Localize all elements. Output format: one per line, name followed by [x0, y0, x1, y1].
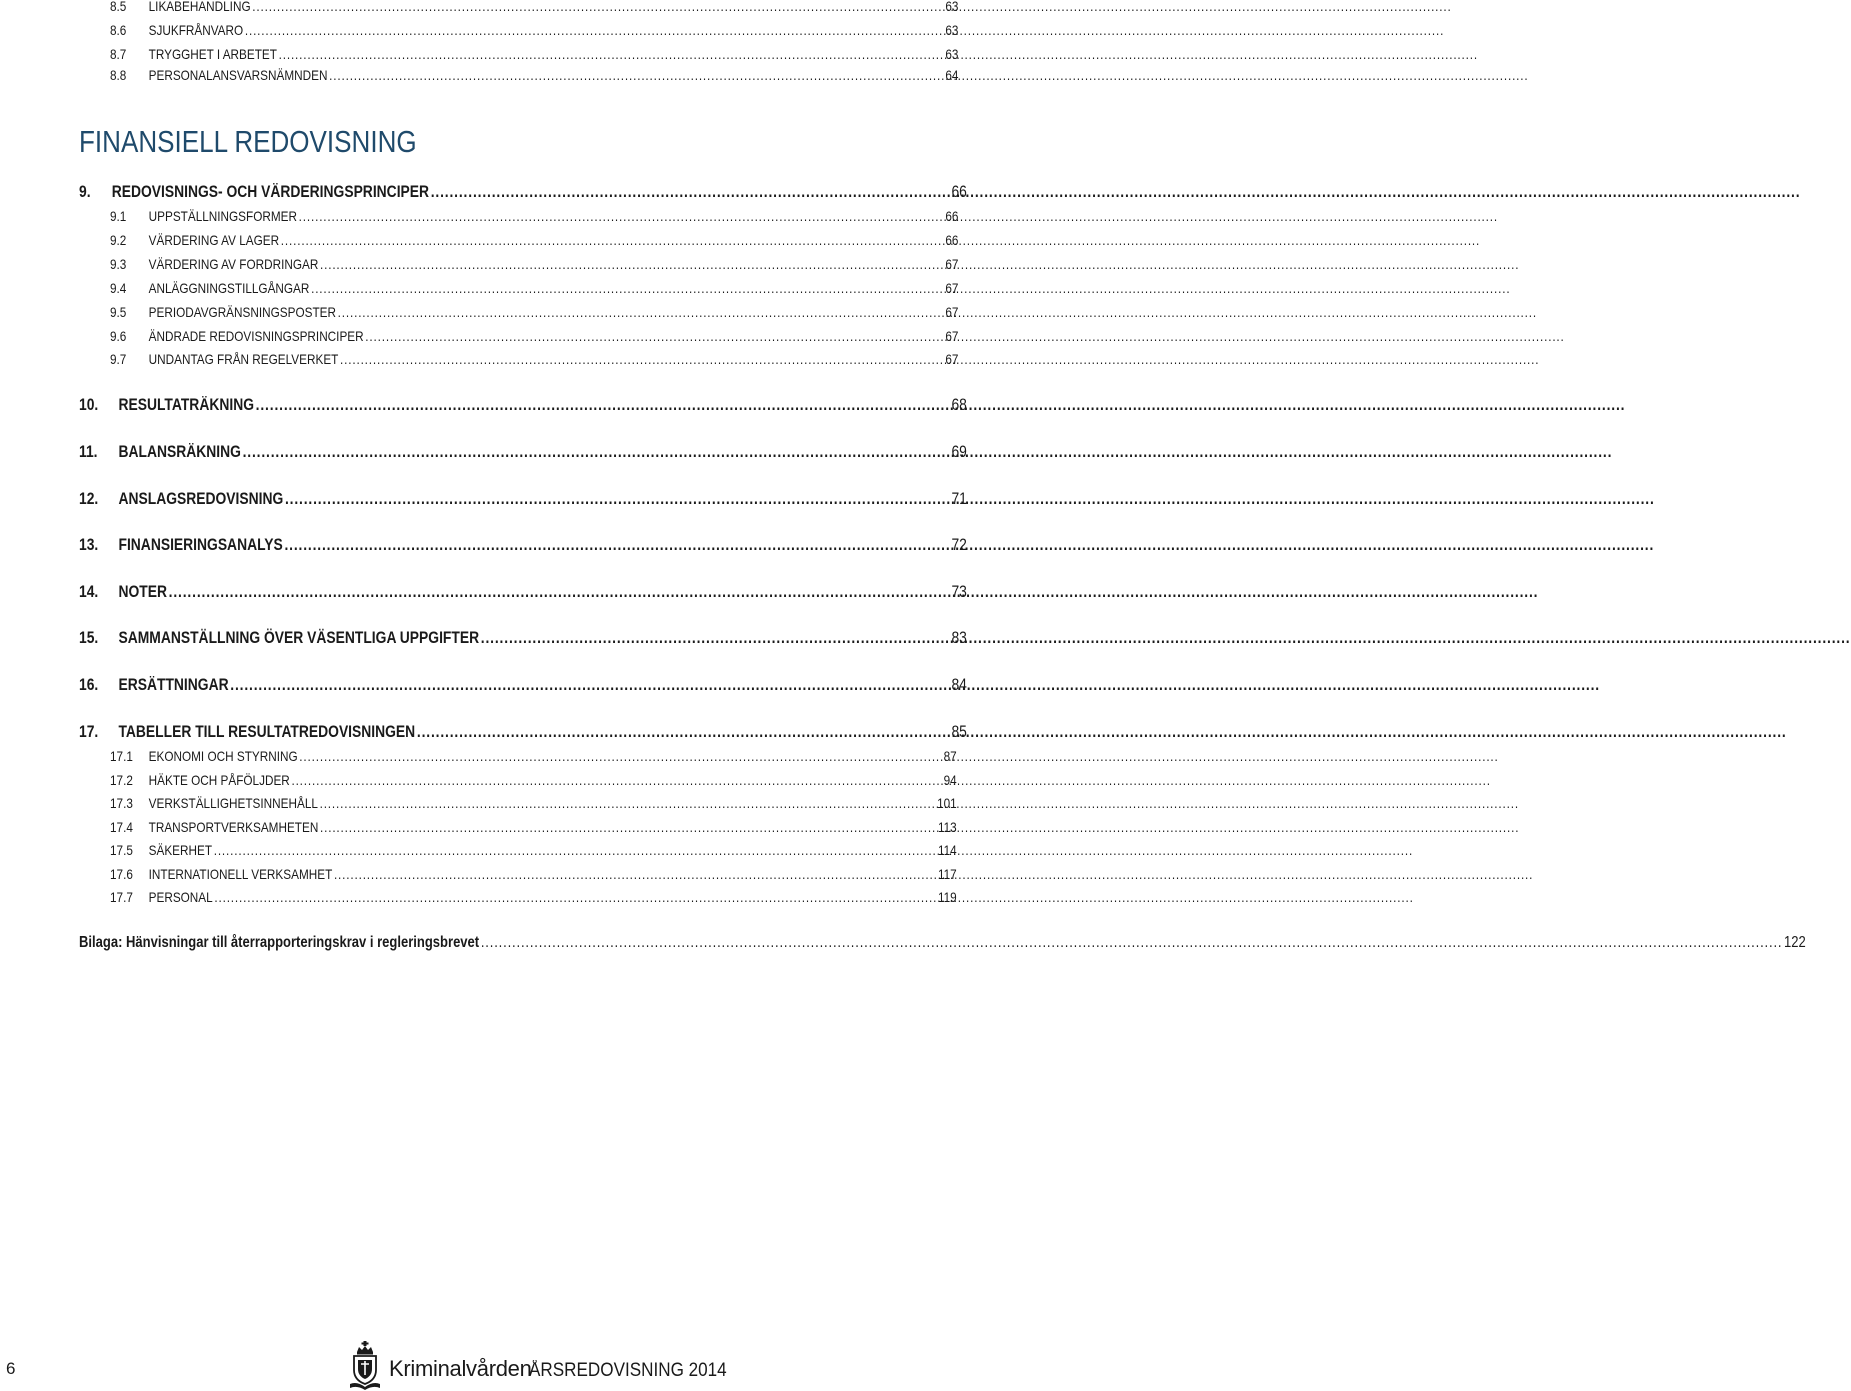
dot-leader: [243, 441, 950, 463]
chapter-page: 84: [951, 676, 967, 694]
chapter-number: 11.: [79, 443, 98, 461]
chapter-number: 17.: [79, 723, 99, 741]
entry-number: 9.7: [110, 351, 127, 367]
dot-leader: [299, 207, 944, 225]
entry-label: TRANSPORTVERKSAMHETEN: [148, 819, 319, 835]
entry-page: 94: [943, 772, 957, 788]
toc-entry[interactable]: [110, 888, 957, 906]
chapter-page: 73: [951, 583, 967, 601]
dot-leader: [311, 279, 944, 297]
toc-entry[interactable]: [110, 865, 957, 883]
dot-leader: [299, 747, 942, 765]
entry-page: 67: [945, 280, 959, 296]
entry-label: PERIODAVGRÄNSNINGSPOSTER: [148, 304, 336, 320]
chapter-page: 69: [951, 443, 967, 461]
entry-number: 9.3: [110, 256, 127, 272]
toc-chapter[interactable]: [79, 627, 967, 649]
dot-leader: [338, 303, 944, 321]
dot-leader: [281, 231, 944, 249]
dot-leader: [291, 771, 941, 789]
entry-page: 66: [945, 232, 959, 248]
entry-page: 119: [937, 889, 957, 905]
entry-label: UNDANTAG FRÅN REGELVERKET: [148, 351, 339, 367]
entry-number: 17.7: [110, 889, 133, 905]
entry-label: LIKABEHANDLING: [148, 0, 251, 14]
entry-page: 63: [945, 22, 959, 38]
chapter-number: 15.: [79, 629, 99, 647]
chapter-page: 83: [951, 629, 967, 647]
dot-leader: [279, 45, 944, 63]
dot-leader: [252, 0, 943, 15]
dot-leader: [431, 181, 950, 203]
entry-number: 17.2: [110, 772, 133, 788]
toc-entry[interactable]: [110, 771, 957, 789]
dot-leader: [169, 581, 950, 603]
chapter-page: 85: [951, 723, 967, 741]
appendix-page: 122: [1784, 934, 1806, 951]
toc-chapter[interactable]: [79, 674, 967, 696]
entry-number: 17.4: [110, 819, 133, 835]
entry-label: ANLÄGGNINGSTILLGÅNGAR: [148, 280, 310, 296]
entry-number: 9.4: [110, 280, 127, 296]
chapter-label: RESULTATRÄKNING: [118, 396, 254, 414]
entry-page: 113: [937, 819, 957, 835]
toc-chapter[interactable]: [79, 721, 967, 743]
toc-entry[interactable]: [110, 841, 957, 859]
dot-leader: [365, 327, 943, 345]
dot-leader: [320, 794, 936, 812]
dot-leader: [329, 66, 943, 84]
entry-number: 8.5: [110, 0, 127, 14]
dot-leader: [285, 488, 950, 510]
toc-entry[interactable]: [110, 0, 958, 15]
chapter-page: 66: [951, 183, 967, 201]
entry-page: 101: [937, 795, 957, 811]
entry-page: 67: [945, 328, 959, 344]
appendix-label: Bilaga: Hänvisningar till återrapporteringskrav i regleringsbrevet: [79, 934, 480, 951]
entry-label: ÄNDRADE REDOVISNINGSPRINCIPER: [148, 328, 364, 344]
toc-entry[interactable]: [110, 794, 957, 812]
toc-chapter[interactable]: [79, 488, 967, 510]
chapter-label: SAMMANSTÄLLNING ÖVER VÄSENTLIGA UPPGIFTER: [118, 629, 480, 647]
dot-leader: [230, 674, 949, 696]
entry-label: HÄKTE OCH PÅFÖLJDER: [148, 772, 290, 788]
chapter-label: ERSÄTTNINGAR: [118, 676, 229, 694]
toc-entry[interactable]: [110, 231, 958, 249]
entry-label: VÄRDERING AV FORDRINGAR: [148, 256, 319, 272]
entry-label: SJUKFRÅNVARO: [148, 22, 244, 38]
chapter-label: TABELLER TILL RESULTATREDOVISNINGEN: [118, 723, 416, 741]
toc-entry[interactable]: [110, 207, 958, 225]
dot-leader: [481, 932, 1783, 954]
entry-label: VERKSTÄLLIGHETSINNEHÅLL: [148, 795, 318, 811]
entry-label: EKONOMI OCH STYRNING: [148, 748, 298, 764]
dot-leader: [481, 627, 950, 649]
entry-page: 87: [943, 748, 957, 764]
chapter-label: REDOVISNINGS- OCH VÄRDERINGSPRINCIPER: [111, 183, 430, 201]
entry-number: 9.2: [110, 232, 127, 248]
entry-number: 9.6: [110, 328, 127, 344]
toc-chapter[interactable]: [79, 394, 967, 416]
chapter-number: 16.: [79, 676, 99, 694]
entry-label: SÄKERHET: [148, 842, 213, 858]
entry-number: 17.1: [110, 748, 133, 764]
entry-page: 63: [945, 0, 959, 14]
toc-entry[interactable]: [110, 279, 958, 297]
chapter-page: 72: [951, 536, 967, 554]
entry-label: PERSONALANSVARSNÄMNDEN: [148, 67, 328, 83]
toc-chapter[interactable]: [79, 181, 967, 203]
entry-page: 66: [945, 208, 959, 224]
entry-number: 8.6: [110, 22, 127, 38]
toc-entry[interactable]: [110, 21, 958, 39]
dot-leader: [284, 534, 949, 556]
dot-leader: [256, 394, 950, 416]
toc-entry[interactable]: [110, 303, 958, 321]
toc-chapter[interactable]: [79, 581, 967, 603]
section-title: FINANSIELL REDOVISNING: [79, 124, 417, 159]
toc-entry[interactable]: [110, 327, 958, 345]
entry-page: 67: [945, 304, 959, 320]
chapter-number: 10.: [79, 396, 99, 414]
entry-number: 8.7: [110, 46, 127, 62]
entry-label: UPPSTÄLLNINGSFORMER: [148, 208, 297, 224]
chapter-label: BALANSRÄKNING: [118, 443, 241, 461]
toc-appendix[interactable]: [79, 932, 1806, 954]
chapter-label: FINANSIERINGSANALYS: [118, 536, 283, 554]
dot-leader: [417, 721, 950, 743]
entry-page: 64: [945, 67, 959, 83]
entry-page: 67: [945, 256, 959, 272]
entry-label: PERSONAL: [148, 889, 213, 905]
chapter-number: 12.: [79, 490, 99, 508]
entry-page: 67: [945, 351, 959, 367]
chapter-page: 71: [951, 490, 967, 508]
toc-chapter[interactable]: [79, 441, 967, 463]
toc-chapter[interactable]: [79, 534, 967, 556]
entry-label: VÄRDERING AV LAGER: [148, 232, 280, 248]
entry-label: TRYGGHET I ARBETET: [148, 46, 277, 62]
entry-page: 114: [937, 842, 957, 858]
entry-label: INTERNATIONELL VERKSAMHET: [148, 866, 333, 882]
entry-page: 117: [937, 866, 957, 882]
entry-number: 9.5: [110, 304, 127, 320]
toc-entry[interactable]: [110, 45, 958, 63]
dot-leader: [320, 818, 936, 836]
entry-page: 63: [945, 46, 959, 62]
toc-entry[interactable]: [110, 255, 958, 273]
toc-entry[interactable]: [110, 350, 958, 368]
entry-number: 17.5: [110, 842, 133, 858]
page-number: 6: [6, 1359, 16, 1378]
chapter-page: 68: [951, 396, 967, 414]
dot-leader: [214, 888, 936, 906]
crown-emblem-icon: [349, 1340, 381, 1390]
dot-leader: [214, 841, 937, 859]
chapter-number: 14.: [79, 583, 99, 601]
toc-entry[interactable]: [110, 747, 957, 765]
toc-entry[interactable]: [110, 818, 957, 836]
dot-leader: [320, 255, 944, 273]
chapter-label: ANSLAGSREDOVISNING: [118, 490, 284, 508]
entry-number: 17.6: [110, 866, 133, 882]
toc-entry[interactable]: [110, 66, 958, 84]
chapter-number: 9.: [79, 183, 91, 201]
dot-leader: [340, 350, 944, 368]
dot-leader: [245, 21, 944, 39]
entry-number: 9.1: [110, 208, 127, 224]
chapter-label: NOTER: [118, 583, 167, 601]
entry-number: 8.8: [110, 67, 127, 83]
dot-leader: [334, 865, 936, 883]
brand-name: Kriminalvården: [389, 1356, 532, 1381]
entry-number: 17.3: [110, 795, 133, 811]
chapter-number: 13.: [79, 536, 99, 554]
report-title: ÅRSREDOVISNING 2014: [529, 1360, 727, 1381]
